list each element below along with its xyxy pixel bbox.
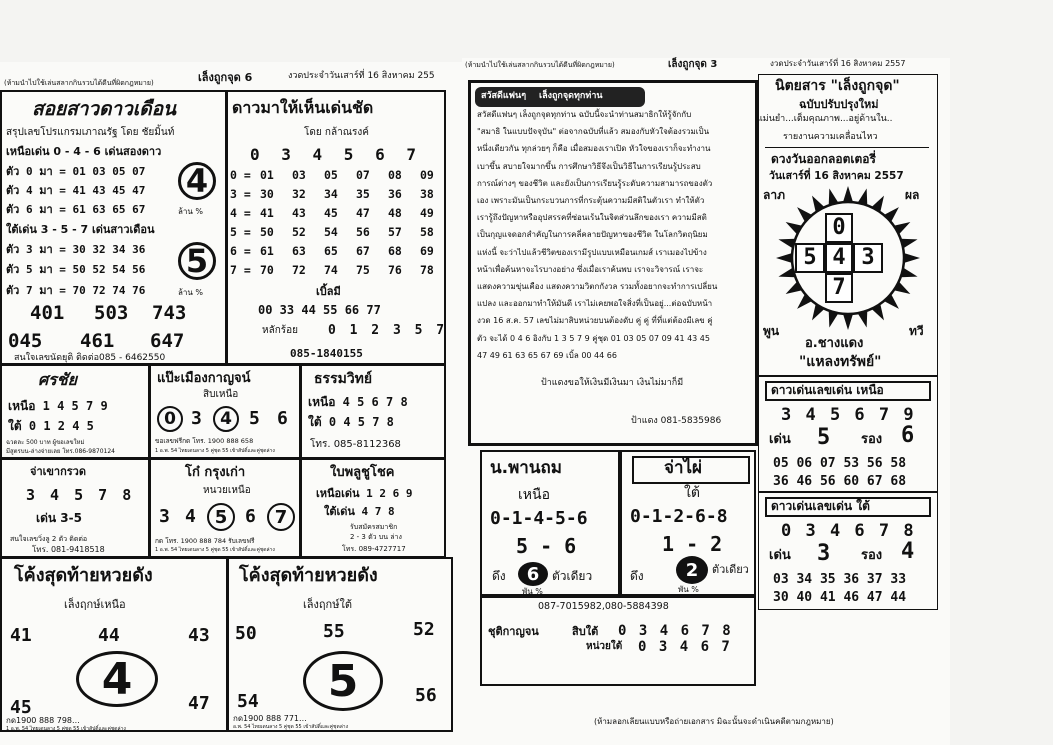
north-lucky-rong-label: รอง [861, 432, 883, 447]
niyom-title: นิตยสาร "เล็งถูกจุด" [775, 78, 900, 94]
contact-box [480, 596, 756, 686]
sichai-south: ใต้ 0 1 2 4 5 [8, 419, 94, 433]
greeting-line: การณ์ต่างๆ ของชีวิต และยังเป็นการเรียนรู้ระดับความสามารถของตัว [477, 178, 713, 188]
khong2-title: โค้งสุดท้ายหวยดัง [239, 565, 378, 586]
dao-row-value: 43 [292, 206, 306, 220]
wheel-ray [797, 294, 812, 309]
sao-south-label: ใต้เด่น 3 - 5 - 7 เด่นสาวเดือน [6, 223, 155, 236]
dao-box [226, 90, 446, 365]
niyom-dao-date: วันเสาร์ที่ 16 สิงหาคม 2557 [769, 170, 904, 182]
greeting-line: "สมาธิ ในแบบปัจจุบัน" ต่อจากฉบับที่แล้ว สมองกับหัวใจต้องรวมเป็น [477, 127, 710, 137]
phanom-single: ตัวเดียว [552, 569, 593, 583]
dao-hundreds-values: 0 1 2 3 5 7 [328, 323, 448, 338]
dao-row-value: 65 [324, 244, 338, 258]
chuti-sip: สิบใต้ [572, 625, 599, 638]
dao-row-value: 07 [356, 168, 370, 182]
baiphlu-note: 2 - 3 ตัว บน ล่าง [350, 533, 402, 541]
sichai-box [0, 364, 150, 459]
sichai-north: เหนือ 1 4 5 7 9 [8, 399, 108, 413]
khong1-box [0, 557, 228, 732]
niyom-author: อ.ชางแดง [805, 336, 864, 351]
north-lucky-row2: 36 46 56 60 67 68 [773, 474, 907, 489]
dao-bim-values: 00 33 44 55 66 77 [258, 303, 381, 317]
dao-row-value: 70 [260, 263, 274, 277]
dao-row-value: 49 [420, 206, 434, 220]
paemueang-phone: ขอเลขฟรีกด โทร. 1900 888 658 [155, 437, 254, 445]
tokrung-note: 1 อ.พ. 54 ไทยเดนลาง 5 คู่ชุด 55 เข้าสัปดิ์และคู่ชุดล่าง [155, 547, 275, 553]
sao-north-row: ตัว 6 มา = 61 63 65 67 [6, 203, 146, 216]
sao-triple: 503 [94, 302, 129, 324]
paemueang-note: 1 อ.พ. 54 ไทยเดนลาง 5 คู่ชุด 55 เข้าสัปดิ์และคู่ชุดล่าง [155, 448, 275, 454]
right-top-note: (ห้ามนำไปใช้เล่นสลากกินรวบได้ดีนที่ผิดกฎหมาย) [465, 61, 615, 69]
dao-row-value: 68 [388, 244, 402, 258]
tokrung-digit: 7 [267, 503, 295, 531]
greeting-line: 47 49 61 63 65 67 69 เบิ้ล 00 44 66 [477, 350, 617, 360]
sao-north-big: 4 [178, 162, 216, 200]
baiphlu-south: ใต้เด่น 4 7 8 [324, 505, 395, 518]
south-lucky-den-label: เด่น [769, 548, 791, 563]
dao-row-value: 35 [356, 187, 370, 201]
phanom-line1: 0-1-4-5-6 [490, 508, 588, 529]
thammawit-box [300, 364, 446, 459]
phanom-box [480, 450, 620, 596]
greeting-badge2: เล็งถูกจุดทุกท่าน [539, 91, 603, 101]
dao-row-value: 48 [388, 206, 402, 220]
right-header-date: งวดประจำวันเสาร์ที่ 16 สิงหาคม 2557 [770, 59, 906, 68]
dao-row-label: 5 = [230, 225, 251, 239]
khong2-sub: เล็งฤกษ์ใต้ [303, 598, 352, 611]
dao-row-value: 63 [292, 244, 306, 258]
tokrung-digit: 5 [207, 503, 235, 531]
jakhao-digits: 3 4 5 7 8 [26, 486, 135, 504]
sichai-note: ฉวดละ 500 บาท ผู้ขอเลขใหม่ [6, 439, 85, 446]
niyom-corner-br: ทวี [909, 324, 924, 338]
south-lucky-rong-label: รอง [861, 548, 883, 563]
paemueang-box [149, 364, 301, 459]
dao-row-value: 75 [356, 263, 370, 277]
sao-south-row: ตัว 5 มา = 50 52 54 56 [6, 263, 146, 276]
sao-north-label: เหนือเด่น 0 - 4 - 6 เด่นสองดาว [6, 145, 162, 158]
dao-row-value: 05 [324, 168, 338, 182]
phanom-big: 6 [518, 562, 548, 586]
sao-box [0, 90, 227, 365]
north-lucky-den-label: เด่น [769, 432, 791, 447]
dao-row-value: 47 [356, 206, 370, 220]
japai-line1: 0-1-2-6-8 [630, 506, 728, 527]
khong1-left: 41 [10, 625, 32, 646]
khong2-footer2: อ.พ. 54 ไทยเดนลาง 5 คู่ชุด 55 เข้าสัปดิ์และคู่ชุดล่าง [233, 724, 349, 730]
sao-title: สอยสาวดาวเดือน [32, 98, 176, 120]
greeting-line: แปลง และออกมาทำให้มันดี เราไม่เคยพอใจสิ่งที่เป็นอยู่...ต่อฉบับหน้า [477, 299, 713, 309]
niyom-tag2: รายงานความเคลื่อนไหว [783, 132, 878, 142]
niyom-grid-cell: 0 [825, 213, 853, 243]
north-lucky-rong: 6 [901, 423, 915, 448]
dao-row-value: 03 [292, 168, 306, 182]
greeting-line: เป็นกุญแจดอกสำคัญในการคลี่คลายปัญหาของชีวิต ในโลกวิตฤนิยม [477, 230, 708, 240]
khong2-big: 5 [303, 651, 383, 711]
sao-triple: 461 [80, 330, 115, 352]
khong2-br: 56 [415, 685, 437, 706]
niyom-grid-cell: 3 [853, 243, 883, 273]
dao-row-value: 50 [260, 225, 274, 239]
wheel-ray [776, 253, 792, 263]
sao-contact: สนใจเลขนัดยุติ ติดต่อ085 - 6462550 [14, 353, 166, 363]
sao-south-big: 5 [178, 242, 216, 280]
khong2-box [227, 557, 453, 732]
greeting-line: แห่งนี้ จะว่าไปแล้วชีวิตของเรามีรูปแบบเหมือนเกมส์ เราเมองไปข้าง [477, 247, 707, 257]
japai-sub: ใต้ [684, 485, 700, 501]
dao-row-value: 76 [388, 263, 402, 277]
khong1-br: 47 [188, 693, 210, 714]
dao-hundreds-label: หลักร้อย [262, 325, 299, 336]
sao-north-note: ล้าน % [178, 207, 204, 216]
dao-row-value: 36 [388, 187, 402, 201]
south-lucky-den: 3 [817, 541, 831, 566]
phanom-sub: เหนือ [518, 487, 550, 503]
jakhao-note: สนใจเลขวิ่งลู 2 ตัว ติดต่อ [10, 535, 88, 543]
niyom-grid-cell: 5 [795, 243, 825, 273]
dao-row-value: 78 [420, 263, 434, 277]
south-lucky-title: ดาวเด่นเลขเด่น ใต้ [771, 499, 870, 513]
dao-row-value: 58 [420, 225, 434, 239]
jakhao-title: จ่าเขากรวด [30, 465, 86, 478]
dao-title: ดาวมาให้เห็นเด่นชัด [232, 98, 374, 117]
tokrung-phone: กด โทร. 1900 888 784 รับเลขฟรี [155, 537, 255, 545]
greeting-badge1: สวัสดีแฟนๆ [481, 91, 527, 101]
phanom-dung: ดึง [492, 569, 506, 583]
jakhao-phone: โทร. 081-9418518 [32, 545, 105, 554]
greeting-line: หน้าเพื่อค้นหาจะไรบางอย่าง ซึ่งเมื่อเราค้นพบ เราจะวิจารณ์ เราจะ [477, 264, 704, 274]
sao-triple: 647 [150, 330, 185, 352]
sao-subtitle: สรุปเลขโปรแกรมเภาณรัฐ โดย ชัยมิ้นท์ [6, 127, 175, 138]
dao-by: โดย กล้าณรงค์ [304, 127, 369, 138]
chuti-nuai-val: 0 3 4 6 7 [638, 639, 732, 655]
niyom-box [758, 74, 938, 376]
chuti-nuai: หน่วยใต้ [586, 641, 623, 652]
south-lucky-row2: 30 40 41 46 47 44 [773, 590, 907, 605]
paemueang-sub: สิบเหนือ [203, 389, 239, 400]
niyom-grid-cell: 4 [825, 243, 853, 273]
sao-triple: 401 [30, 302, 65, 324]
dao-bim-label: เบิ้ลมี [316, 285, 341, 298]
dao-row-value: 01 [260, 168, 274, 182]
greeting-line: งวด 16 ส.ค. 57 เลขไม่มาสิบหน่วยบนต้องดับ คู่ คู่ ที่ที่แต่ต้องมีเลข คู่ [477, 316, 713, 326]
dao-row-value: 08 [388, 168, 402, 182]
sao-south-note: ล้าน % [178, 288, 204, 297]
wheel-ray [884, 294, 899, 309]
dao-row-value: 74 [324, 263, 338, 277]
khong2-left: 50 [235, 623, 257, 644]
tokrung-digit: 4 [185, 506, 196, 527]
jakhao-box [0, 458, 150, 558]
khong1-sub: เล็งฤกษ์เหนือ [64, 598, 126, 611]
sao-north-row: ตัว 4 มา = 41 43 45 47 [6, 184, 146, 197]
north-lucky-digits: 3 4 5 6 7 9 [781, 405, 916, 425]
khong1-mid: 44 [98, 625, 120, 646]
paemueang-title: แป๊ะเมืองกาญจน์ [157, 371, 251, 386]
khong1-big: 4 [76, 651, 158, 707]
south-lucky-digits: 0 3 4 6 7 8 [781, 521, 916, 541]
north-lucky-row1: 05 06 07 53 56 58 [773, 456, 907, 471]
thammawit-title: ธรรมวิทย์ [314, 371, 373, 387]
japai-line2: 1 - 2 [662, 532, 723, 556]
dao-digits: 0 3 4 5 6 7 [250, 145, 422, 164]
khong2-right: 52 [413, 619, 435, 640]
niyom-grid-cell: 7 [825, 273, 853, 303]
left-header-date: งวดประจำวันเสาร์ที่ 16 สิงหาคม 255 [288, 71, 435, 81]
japai-dung: ดึง [630, 569, 644, 583]
dao-row-label: 4 = [230, 206, 251, 220]
khong1-footer2: 1 อ.พ. 54 ไทยเดนลาง 5 คู่ชุด 55 เข้าสัปดิ์และคู่ชุดล่าง [6, 726, 126, 732]
niyom-corner-bl: พูน [763, 324, 780, 338]
phanom-title: น.พานถม [490, 458, 562, 478]
wheel-ray [884, 207, 899, 222]
dao-row-value: 61 [260, 244, 274, 258]
dao-row-value: 30 [260, 187, 274, 201]
japai-title: จ่าไผ่ [664, 458, 703, 478]
greeting-line: หนึ่งเดียวกัน ทุกล่วยๆ ก็คือ เมื่อสมองเราเปิด หัวใจของเราก็จะทำงาน [477, 144, 711, 154]
dao-row-label: 0 = [230, 168, 251, 182]
dao-row-value: 32 [292, 187, 306, 201]
phanom-line2: 5 - 6 [516, 534, 577, 558]
wheel-ray [843, 314, 853, 330]
greeting-closing: ป้าแดงขอให้เงินมีเงินมา เงินไม่มาก็มี [541, 378, 684, 388]
sao-triple: 743 [152, 302, 187, 324]
contact-phones: 087-7015982,080-5884398 [538, 601, 669, 612]
baiphlu-title: ใบพลูชูโชค [330, 465, 395, 480]
khong2-bl: 54 [237, 691, 259, 712]
sao-north-row: ตัว 0 มา = 01 03 05 07 [6, 165, 146, 178]
sao-south-row: ตัว 3 มา = 30 32 34 36 [6, 243, 146, 256]
baiphlu-note: รับสมัครสมาชิก [350, 523, 398, 531]
dao-phone: 085-1840155 [290, 347, 363, 360]
wheel-ray [797, 207, 812, 222]
dao-row-label: 6 = [230, 244, 251, 258]
right-bottom-note: (ห้ามลอกเลียนแบบหรือถ่ายเอกสาร มิฉะนั้นจะดำเนินคดีตามกฎหมาย) [594, 717, 834, 726]
thammawit-north: เหนือ 4 5 6 7 8 [308, 395, 408, 409]
sichai-note: มีสูตรบน-ล่างจ่ายเลย โทร.086-9870124 [6, 448, 115, 455]
jakhao-den: เด่น 3-5 [36, 511, 82, 525]
japai-million: พัน % [678, 585, 699, 594]
dao-row-value: 41 [260, 206, 274, 220]
dao-row-value: 38 [420, 187, 434, 201]
dao-row-value: 69 [420, 244, 434, 258]
dao-row-value: 54 [324, 225, 338, 239]
south-lucky-row1: 03 34 35 36 37 33 [773, 572, 907, 587]
sao-triple: 045 [8, 330, 43, 352]
paemueang-digit: 6 [277, 408, 288, 429]
thammawit-phone: โทร. 085-8112368 [310, 439, 401, 450]
south-lucky-rong: 4 [901, 539, 915, 564]
sichai-title: ศรชัย [38, 370, 77, 389]
japai-box [620, 450, 756, 596]
khong2-mid: 55 [323, 621, 345, 642]
japai-single: ตัวเดียว [712, 563, 749, 576]
dao-row-value: 72 [292, 263, 306, 277]
dao-row-value: 67 [356, 244, 370, 258]
niyom-corner-tr: ผล [905, 188, 920, 202]
chuti-title: ชุติกาญจน [488, 625, 539, 638]
wheel-ray [904, 253, 920, 263]
greeting-line: แสดงความขุ่นเคือง แสดงความวิตกกังวล รวมทั้งอยากจะทำการเปลี่ยน [477, 282, 718, 291]
niyom-tag: แม่นยำ...เต็มคุณภาพ...อยู่ด้านใน.. [757, 114, 893, 124]
baiphlu-north: เหนือเด่น 1 2 6 9 [316, 487, 413, 500]
niyom-corner-tl: ลาภ [763, 188, 786, 202]
japai-big: 2 [676, 556, 708, 584]
niyom-author-sub: "แหลงทรัพย์" [799, 354, 882, 370]
greeting-line: ตัว จะได้ 0 4 6 อิงกับ 1 3 5 7 9 คู่ชุด 01 03 05 07 09 41 43 45 [477, 333, 710, 343]
greeting-line: เรารู้ถึงปัญหาหรืออุปสรรคที่ซ่อนเร้นในจิตส่วนลึกของเรา ความมีสติ [477, 213, 707, 223]
khong1-bl: 45 [10, 697, 32, 718]
greeting-box [468, 80, 758, 446]
paemueang-digit: 0 [157, 406, 183, 432]
north-lucky-box [758, 376, 938, 492]
dao-row-label: 7 = [230, 263, 251, 277]
greeting-line: เบาขึ้น สบายใจมากขึ้น การศึกษาวิธีจึงเป็นวิธีในการเรียนรู้ประสบ [477, 161, 701, 171]
phanom-million: พัน % [522, 587, 543, 596]
khong1-right: 43 [188, 625, 210, 646]
dao-row-value: 34 [324, 187, 338, 201]
north-lucky-den: 5 [817, 425, 831, 450]
greeting-signature: ป้าแดง 081-5835986 [631, 416, 722, 426]
dao-row-value: 56 [356, 225, 370, 239]
baiphlu-phone: โทร. 089-4727717 [342, 545, 406, 553]
baiphlu-box [300, 458, 446, 558]
thammawit-south: ใต้ 0 4 5 7 8 [308, 415, 394, 429]
niyom-divider [765, 147, 929, 148]
dao-row-value: 09 [420, 168, 434, 182]
greeting-line: เอง เพราะมันเป็นกระบวนการที่กระตุ้นความมีสติในตัวเรา ทำให้ตัว [477, 196, 705, 205]
left-header-title: เล็งถูกจุด 6 [198, 71, 253, 84]
dao-row-value: 52 [292, 225, 306, 239]
left-top-note: (ห้ามนำไปใช้เล่นสลากกินรวบได้ดีนที่ผิดกฎหมาย) [4, 79, 154, 87]
khong1-footer: กด1900 888 798... [6, 716, 80, 725]
tokrung-digit: 3 [159, 506, 170, 527]
niyom-sub: ฉบับปรับปรุงใหม่ [799, 98, 879, 111]
tokrung-sub: หนวยเหนือ [203, 485, 251, 496]
niyom-dao-title: ดวงวันออกลอตเตอรี่ [771, 152, 876, 166]
south-lucky-box [758, 492, 938, 610]
wheel-ray [843, 186, 853, 202]
khong2-footer: กด1900 888 771... [233, 714, 307, 723]
khong1-title: โค้งสุดท้ายหวยดัง [14, 565, 153, 586]
dao-row-value: 57 [388, 225, 402, 239]
dao-row-label: 3 = [230, 187, 251, 201]
tokrung-box [149, 458, 301, 558]
tokrung-title: โก๋ กรุงเก่า [185, 465, 246, 480]
north-lucky-title: ดาวเด่นเลขเด่น เหนือ [771, 383, 884, 397]
sao-south-row: ตัว 7 มา = 70 72 74 76 [6, 284, 146, 297]
tokrung-digit: 6 [245, 506, 256, 527]
greeting-line: สวัสดีแฟนๆ เล็งถูกจุดทุกท่าน ฉบับนี้จะนำท่านสมาธิกให้รู้จักกับ [477, 110, 692, 119]
right-header-title: เล็งถูกจุด 3 [668, 59, 718, 70]
paemueang-digit: 3 [191, 408, 202, 429]
paemueang-digit: 5 [249, 408, 260, 429]
chuti-sip-val: 0 3 4 6 7 8 [618, 623, 733, 639]
paemueang-digit: 4 [213, 406, 239, 432]
dao-row-value: 45 [324, 206, 338, 220]
